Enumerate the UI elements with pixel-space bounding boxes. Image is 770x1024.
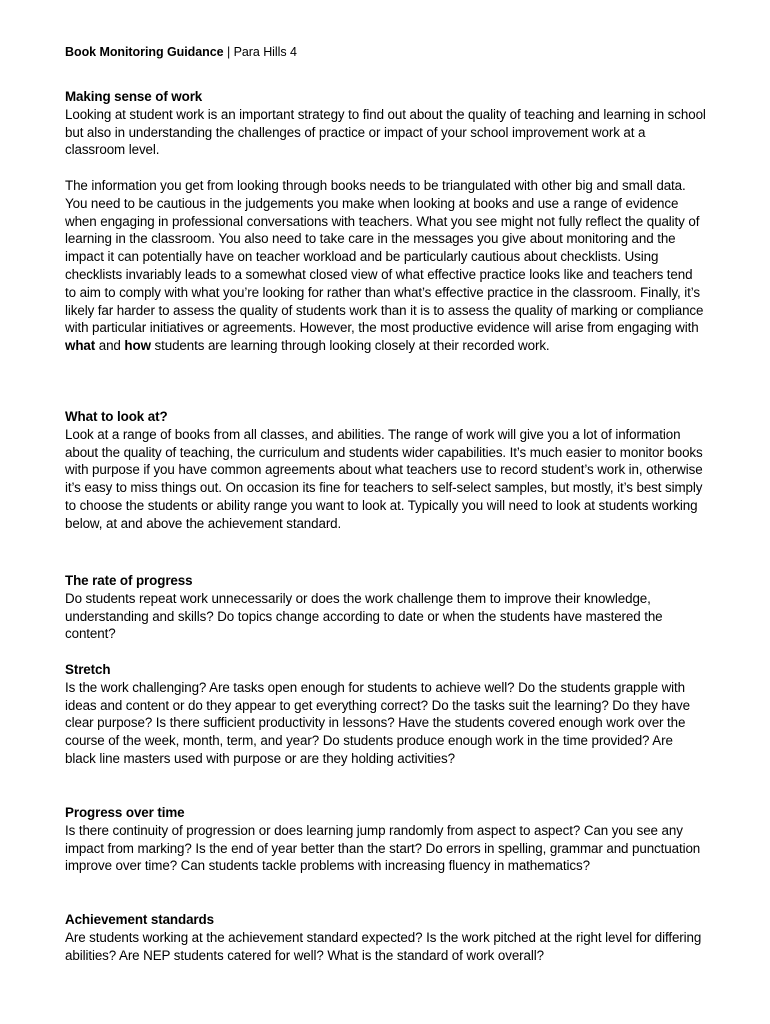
section-heading: Achievement standards <box>65 912 214 927</box>
paragraph-text: The information you get from looking through books needs to be triangulated with other big and small data. You need to be cautious in the judgements you make when looking at books and use a range of evidence when engaging in professional conversations with teachers. What you see might not fully reflect the quality of learning in the classroom. You also need to take care in the messages you give about monitoring and the impact it can potentially have on teacher workload and be particularly cautious about checklists. Using checklists invariably leads to a somewhat closed view of what effective practice looks like and teachers tend to aim to comply with what you’re looking for rather than what’s effective practice in the classroom. Finally, it’s likely far harder to assess the quality of students work than it is to assess the quality of marking or compliance with particular initiatives or agreements. However, the most productive evidence will arise from engaging with <box>65 177 704 336</box>
page-header <box>65 44 297 60</box>
section-heading: The rate of progress <box>65 573 193 588</box>
section-heading: Stretch <box>65 662 111 677</box>
document-title: Book Monitoring Guidance <box>65 45 224 59</box>
body-paragraph: Looking at student work is an important strategy to find out about the quality of teaching and learning in school but also in understanding the challenges of practice or impact of your school improvement work at a classroom level. <box>65 106 706 158</box>
paragraph-text: students are learning through looking closely at their recorded work. <box>150 338 550 354</box>
section-achievement-standards <box>65 911 707 964</box>
emphasis-what: what <box>65 338 96 354</box>
body-paragraph: Do students repeat work unnecessarily or does the work challenge them to improve their knowledge, understanding and skills? Do topics change according to date or when the students have mastered the content? <box>65 590 663 642</box>
section-heading: Making sense of work <box>65 89 203 104</box>
section-heading: What to look at? <box>65 409 168 424</box>
section-rate-of-progress <box>65 572 707 643</box>
header-separator: | <box>223 45 234 59</box>
body-paragraph: Are students working at the achievement standard expected? Is the work pitched at the right level for differing abilities? Are NEP students catered for well? What is the standard of work overall? <box>65 929 702 963</box>
document-subtitle: Para Hills 4 <box>233 45 297 59</box>
section-heading: Progress over time <box>65 805 185 820</box>
paragraph-text: and <box>95 338 125 354</box>
body-paragraph: Look at a range of books from all classes, and abilities. The range of work will give you a lot of information about the quality of teaching, the curriculum and students wider capabilities. It’s much easier to monitor books with purpose if you have common agreements about what teachers use to record student’s work in, otherwise it’s easy to miss things out. On occasion its fine for teachers to self-select samples, but mostly, it’s best simply to choose the students or ability range you want to look at. Typically you will need to look at students working below, at and above the achievement standard. <box>65 426 703 531</box>
emphasis-how: how <box>124 338 151 354</box>
section-what-to-look-at <box>65 408 707 533</box>
body-paragraph: Is there continuity of progression or does learning jump randomly from aspect to aspect? Can you see any impact from marking? Is the end of year better than the start? Do errors in spelling, grammar and punctuation improve over time? Can students tackle problems with increasing fluency in mathematics? <box>65 822 701 874</box>
body-paragraph: Is the work challenging? Are tasks open enough for students to achieve well? Do the students grapple with ideas and content or do they appear to get everything correct? Do the tasks suit the learning? Do they have clear purpose? Is there sufficient productivity in lessons? Have the students covered enough work over the course of the week, month, term, and year? Do students produce enough work in the time provided? Are black line masters used with purpose or are they holding activities? <box>65 679 691 766</box>
section-stretch <box>65 661 707 768</box>
body-paragraph <box>65 177 707 355</box>
section-making-sense-of-work <box>65 88 707 355</box>
section-progress-over-time <box>65 804 707 875</box>
